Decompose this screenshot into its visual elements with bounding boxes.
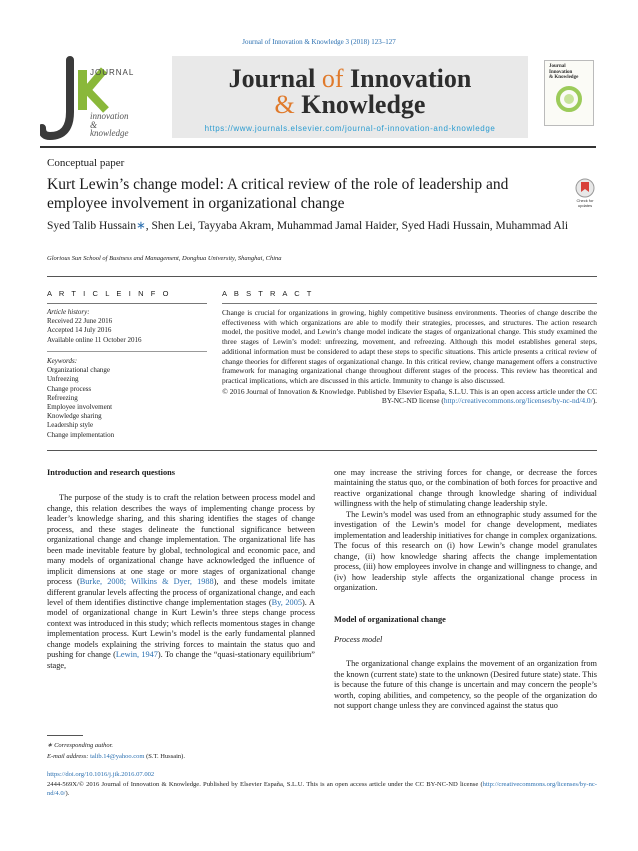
subsection-heading-process-model: Process model	[334, 634, 383, 644]
article-info-heading: A R T I C L E I N F O	[47, 289, 172, 298]
logo-journal-text: JOURNAL	[90, 68, 135, 77]
section-heading-model: Model of organizational change	[334, 615, 446, 625]
journal-cover-thumbnail	[544, 60, 594, 126]
paragraph-intro-continued: one may increase the striving forces for change, or decrease the forces maintaining the status quo, or the combination of both forces for proactive and reactive organizational change through knowledge sharing of individual willingness with the help of stimulating change leadership style.	[334, 468, 597, 509]
license-link[interactable]: http://creativecommons.org/licenses/by-nc-nd/4.0/	[443, 396, 593, 406]
article-info-divider	[47, 351, 207, 352]
history-received: Received 22 June 2016	[47, 317, 113, 326]
check-for-updates-icon	[570, 177, 600, 199]
paragraph-intro: The purpose of the study is to craft the relation between process model and change, this relation describes the ways of implementing change process by leader’s knowledge sharing, and this sharing identifies the stages of change process, and these stages delineate the functional significance between organizational change and change implementation. The organizational life has been made inevitable feature by global, technological and economic pace, and many models of organizational change have acknowledged the influence of implicit dimensions at one stage or more stages of organizational change process (Burke, 2008; Wilkins & Dyer, 1988), and these models imitate different granular levels affecting the process of organizational change, and each level of them identifies distinctive change implementation stages (By, 2005). A model of organizational change in Kurt Lewin’s three steps change process context was introduced in this study; which reflects momentous stages in change implementation process. Kurt Lewin’s model is the early fundamental planned change models explaining the striving forces to maintain the status quo and pushing for change (Lewin, 1947). To change the “quasi-stationary equilibrium” stage,	[47, 493, 315, 670]
page-footer	[47, 770, 597, 799]
abstract-copyright: © 2016 Journal of Innovation & Knowledge. Published by Elsevier España, S.L.U. This is an open access article under the CC BY-NC-ND license (http://creativecommons.org/licenses/by-nc-nd/4.0/).	[222, 386, 597, 406]
journal-reference[interactable]: Journal of Innovation & Knowledge 3 (2018) 123–127	[242, 38, 396, 46]
journal-logo	[40, 56, 162, 142]
keyword: Refreezing	[47, 393, 78, 402]
abstract-heading: A B S T R A C T	[222, 289, 314, 298]
keyword: Organizational change	[47, 366, 111, 375]
footnote	[47, 741, 307, 762]
corresponding-author-marker[interactable]: ∗	[136, 220, 146, 232]
body-column-left	[47, 468, 315, 671]
corresponding-author-name[interactable]: Syed Talib Hussain	[47, 220, 137, 232]
doi-link[interactable]: https://doi.org/10.1016/j.jik.2016.07.002	[47, 771, 155, 778]
article-info-rule	[47, 303, 207, 304]
logo-word-knowledge: knowledge	[90, 128, 129, 138]
masthead-line-2: & Knowledge	[274, 90, 426, 119]
corresponding-author-note: ∗ Corresponding author.	[47, 742, 114, 749]
abstract-rule	[222, 303, 597, 304]
keyword: Change process	[47, 384, 92, 393]
license-statement: 2444-569X/© 2016 Journal of Innovation & Knowledge. Published by Elsevier España, S.L.U. This is an open access article under the CC BY-NC-ND license (http://creativecommons.org/licenses/by-nc-nd/4.0/).	[47, 780, 597, 797]
citation-link[interactable]: Lewin, 1947	[115, 650, 158, 660]
keyword: Employee involvement	[47, 403, 113, 412]
section-rule	[47, 276, 597, 277]
email-link[interactable]: talib.14@yahoo.com	[90, 752, 145, 760]
article-title: Kurt Lewin’s change model: A critical review of the role of leadership and employee involvement in organizational change	[47, 176, 509, 212]
check-for-updates-badge[interactable]	[570, 177, 600, 209]
abstract-text: Change is crucial for organizations in growing, highly competitive business environments. Theories of change describe the effectiveness with which organizations are able to modify their strategies, processes, and structures. The action research model, the positive model, and Lewin’s change model indicate the stages of organizational change. This study examined the three stages of Lewin’s model: unfreezing, movement, and refreezing. Although this model establishes general steps, additional information must be considered to adapt these steps to specific situations. This article presents a critical review of change theories for different stages of organizational change. In this critical review, change management offers a constructive framework for managing organizational change throughout different stages of the process. This review has theoretical and practical implications, which are discussed in this article. Immunity to change is also discussed.	[222, 308, 597, 385]
masthead-line-1: Journal of Innovation	[228, 64, 472, 93]
footnote-rule	[47, 735, 83, 736]
article-history	[47, 308, 207, 345]
paragraph-research-focus: The Lewin’s model was used from an ethnographic study assumed for the investigation of the Lewin’s model for change development, mediates implementation and leadership initiatives for change in complex organizations. The focus of this research on (i) how Lewin’s change model granulates change, (ii) how knowledge sharing affects the change implementation process, (iii) how employees involve in change and willingness to change, and (iv) how leadership style affects the organizational change process in organization.	[334, 509, 597, 592]
citation-link[interactable]: Burke, 2008; Wilkins & Dyer, 1988	[79, 577, 214, 587]
cover-title: Journal Innovation & Knowledge	[549, 64, 579, 80]
author-list	[47, 218, 597, 234]
footer-license-link[interactable]: http://creativecommons.org/licenses/by-nc-nd/4.0/	[47, 780, 597, 797]
paragraph-process-model: The organizational change explains the movement of an organization from the known (current state) state to the unknown (Desired future state) state. This is because the future of this change is uncertain and may concern the people’s worth, coping abilities, and competency, so the people of the organization do not support change unless they are convinced against the status quo	[334, 659, 597, 711]
keyword: Change implementation	[47, 430, 115, 439]
logo-ampersand: &	[90, 120, 98, 130]
citation-link[interactable]: By, 2005	[271, 597, 303, 607]
article-history-label: Article history:	[47, 308, 90, 316]
affiliation: Glorious Sun School of Business and Management, Donghua University, Shanghai, China	[47, 255, 282, 262]
journal-masthead	[172, 56, 528, 138]
keyword: Knowledge sharing	[47, 412, 102, 421]
check-for-updates-label: Check for updates	[576, 198, 594, 208]
coauthor-names: , Shen Lei, Tayyaba Akram, Muhammad Jamal Haider, Syed Hadi Hussain, Muhammad Ali	[145, 220, 569, 232]
abstract-body	[222, 308, 597, 406]
header-rule	[40, 146, 596, 148]
logo-word-innovation: innovation	[90, 111, 129, 121]
email-line: E-mail address: talib.14@yahoo.com (S.T. Hussain).	[47, 752, 185, 760]
history-accepted: Accepted 14 July 2016	[47, 326, 112, 335]
history-online: Available online 11 October 2016	[47, 335, 142, 344]
article-type: Conceptual paper	[47, 157, 125, 169]
keywords-label: Keywords:	[47, 357, 78, 365]
keyword: Unfreezing	[47, 375, 79, 384]
body-column-right	[334, 468, 597, 712]
journal-homepage-link[interactable]: https://www.journals.elsevier.com/journal-of-innovation-and-knowledge	[204, 124, 496, 133]
cover-graphic-icon	[555, 85, 583, 113]
section-heading-introduction: Introduction and research questions	[47, 468, 175, 477]
keyword: Leadership style	[47, 421, 94, 430]
keywords-block	[47, 357, 207, 440]
body-rule	[47, 450, 597, 451]
